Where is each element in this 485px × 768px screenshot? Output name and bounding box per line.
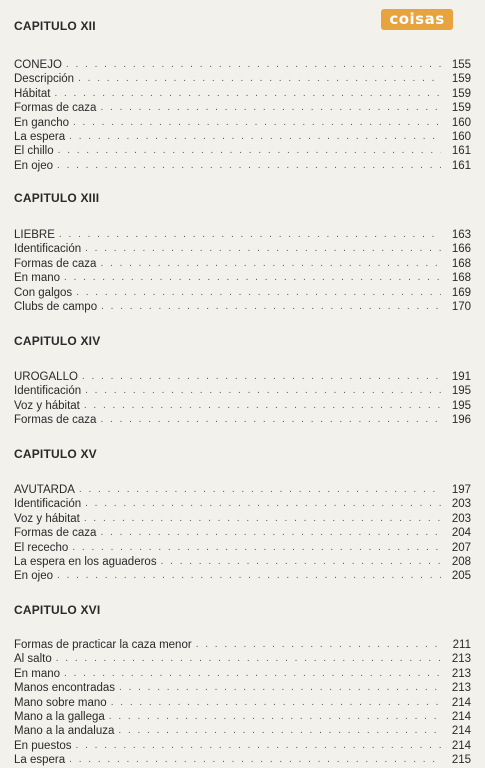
dot-leader — [76, 286, 441, 300]
index-entry — [14, 652, 471, 666]
index-entry — [14, 384, 471, 398]
index-entry — [14, 413, 471, 427]
index-entry — [14, 300, 471, 314]
dot-leader — [85, 242, 441, 256]
dot-leader — [100, 413, 441, 427]
entry-page-number: 213 — [451, 682, 471, 695]
entry-label: UROGALLO — [14, 370, 78, 383]
dot-leader — [101, 300, 441, 314]
entry-page-number: 207 — [451, 541, 471, 554]
entry-label: En mano — [14, 272, 61, 285]
entry-label: En mano — [14, 667, 61, 680]
chapter-14 — [14, 333, 471, 428]
entry-label: En ojeo — [14, 570, 54, 583]
dot-leader — [82, 370, 441, 384]
dot-leader — [59, 228, 441, 242]
entry-label: Identificación — [14, 243, 82, 256]
index-entry — [14, 541, 471, 555]
index-entry — [14, 681, 471, 695]
index-entry — [14, 483, 471, 497]
entry-list — [14, 370, 471, 428]
dot-leader — [64, 667, 441, 681]
dot-leader — [100, 257, 441, 271]
entry-page-number: 214 — [451, 696, 471, 709]
entry-label: En gancho — [14, 116, 69, 129]
dot-leader — [54, 87, 441, 101]
chapter-16 — [14, 602, 471, 768]
dot-leader — [196, 638, 441, 652]
index-entry — [14, 739, 471, 753]
entry-page-number: 214 — [451, 710, 471, 723]
index-entry — [14, 370, 471, 384]
chapter-15 — [14, 446, 471, 584]
entry-label: En puestos — [14, 739, 72, 752]
dot-leader — [69, 753, 441, 767]
entry-label: Formas de caza — [14, 257, 97, 270]
chapter-12 — [14, 18, 471, 173]
index-entry — [14, 724, 471, 738]
entry-label: Voz y hábitat — [14, 399, 80, 412]
index-entry — [14, 72, 471, 86]
dot-leader — [57, 159, 441, 173]
entry-label: LIEBRE — [14, 228, 55, 241]
index-entry — [14, 667, 471, 681]
chapter-13 — [14, 190, 471, 314]
dot-leader — [118, 724, 441, 738]
entry-label: Manos encontradas — [14, 682, 116, 695]
entry-label: Voz y hábitat — [14, 512, 80, 525]
index-entry — [14, 87, 471, 101]
index-entry — [14, 696, 471, 710]
index-entry — [14, 512, 471, 526]
entry-label: CONEJO — [14, 58, 62, 71]
dot-leader — [79, 483, 441, 497]
entry-page-number: 205 — [451, 570, 471, 583]
entry-page-number: 195 — [451, 385, 471, 398]
index-entry — [14, 555, 471, 569]
entry-page-number: 168 — [451, 257, 471, 270]
index-entry — [14, 638, 471, 652]
index-entry — [14, 242, 471, 256]
entry-page-number: 160 — [451, 116, 471, 129]
entry-label: Hábitat — [14, 87, 51, 100]
entry-page-number: 169 — [451, 286, 471, 299]
index-entry — [14, 710, 471, 724]
index-entry — [14, 101, 471, 115]
entry-page-number: 191 — [451, 370, 471, 383]
entry-label: Identificación — [14, 385, 82, 398]
entry-page-number: 160 — [451, 130, 471, 143]
dot-leader — [100, 101, 441, 115]
entry-label: Con galgos — [14, 286, 73, 299]
publisher-logo: coisas — [381, 9, 453, 30]
entry-page-number: 214 — [451, 725, 471, 738]
entry-label: La espera — [14, 754, 66, 767]
index-entry — [14, 159, 471, 173]
dot-leader — [84, 512, 441, 526]
index-entry — [14, 569, 471, 583]
chapter-title: CAPITULO XVI — [14, 603, 101, 617]
entry-page-number: 159 — [451, 87, 471, 100]
entry-label: Mano sobre mano — [14, 696, 107, 709]
chapter-title: CAPITULO XIV — [14, 334, 101, 348]
entry-label: La espera en los aguaderos — [14, 555, 157, 568]
entry-label: Formas de caza — [14, 527, 97, 540]
entry-list — [14, 228, 471, 314]
entry-page-number: 155 — [451, 58, 471, 71]
index-entry — [14, 116, 471, 130]
dot-leader — [69, 130, 441, 144]
dot-leader — [78, 72, 441, 86]
entry-label: Formas de caza — [14, 414, 97, 427]
entry-page-number: 215 — [451, 754, 471, 767]
index-entry — [14, 271, 471, 285]
index-entry — [14, 144, 471, 158]
entry-label: Mano a la andaluza — [14, 725, 115, 738]
dot-leader — [84, 399, 441, 413]
index-entry — [14, 228, 471, 242]
entry-label: Descripción — [14, 73, 75, 86]
entry-label: La espera — [14, 130, 66, 143]
index-entry — [14, 399, 471, 413]
chapter-title: CAPITULO XV — [14, 447, 97, 461]
entry-page-number: 196 — [451, 414, 471, 427]
entry-page-number: 159 — [451, 102, 471, 115]
entry-label: Formas de caza — [14, 102, 97, 115]
index-entry — [14, 497, 471, 511]
entry-label: Al salto — [14, 653, 52, 666]
entry-label: El chillo — [14, 145, 54, 158]
dot-leader — [66, 58, 441, 72]
entry-label: AVUTARDA — [14, 483, 75, 496]
dot-leader — [85, 384, 441, 398]
entry-page-number: 203 — [451, 512, 471, 525]
dot-leader — [119, 681, 441, 695]
index-entry — [14, 286, 471, 300]
entry-page-number: 204 — [451, 527, 471, 540]
dot-leader — [57, 569, 441, 583]
index-entry — [14, 58, 471, 72]
entry-label: En ojeo — [14, 159, 54, 172]
dot-leader — [85, 497, 441, 511]
entry-label: Formas de practicar la caza menor — [14, 638, 192, 651]
entry-page-number: 203 — [451, 498, 471, 511]
entry-page-number: 163 — [451, 228, 471, 241]
chapter-title: CAPITULO XIII — [14, 191, 100, 205]
dot-leader — [100, 526, 441, 540]
dot-leader — [76, 739, 441, 753]
index-entry — [14, 130, 471, 144]
dot-leader — [111, 696, 441, 710]
index-entry — [14, 526, 471, 540]
index-entry — [14, 753, 471, 767]
entry-page-number: 211 — [452, 638, 471, 651]
entry-list — [14, 638, 471, 768]
entry-page-number: 208 — [451, 555, 471, 568]
entry-page-number: 161 — [451, 145, 471, 158]
entry-label: El rececho — [14, 541, 69, 554]
entry-label: Mano a la gallega — [14, 710, 105, 723]
entry-page-number: 170 — [451, 300, 471, 313]
entry-page-number: 213 — [451, 653, 471, 666]
dot-leader — [72, 541, 441, 555]
entry-label: Identificación — [14, 498, 82, 511]
entry-page-number: 214 — [451, 739, 471, 752]
entry-page-number: 166 — [451, 243, 471, 256]
index-entry — [14, 257, 471, 271]
dot-leader — [58, 144, 441, 158]
chapter-title: CAPITULO XII — [14, 19, 96, 33]
dot-leader — [73, 116, 441, 130]
entry-page-number: 213 — [451, 667, 471, 680]
dot-leader — [64, 271, 441, 285]
dot-leader — [109, 710, 441, 724]
entry-page-number: 197 — [451, 483, 471, 496]
dot-leader — [161, 555, 441, 569]
entry-label: Clubs de campo — [14, 300, 98, 313]
entry-list — [14, 483, 471, 584]
entry-page-number: 161 — [451, 159, 471, 172]
dot-leader — [56, 652, 441, 666]
entry-page-number: 195 — [451, 399, 471, 412]
entry-page-number: 159 — [451, 73, 471, 86]
entry-list — [14, 58, 471, 173]
entry-page-number: 168 — [451, 272, 471, 285]
